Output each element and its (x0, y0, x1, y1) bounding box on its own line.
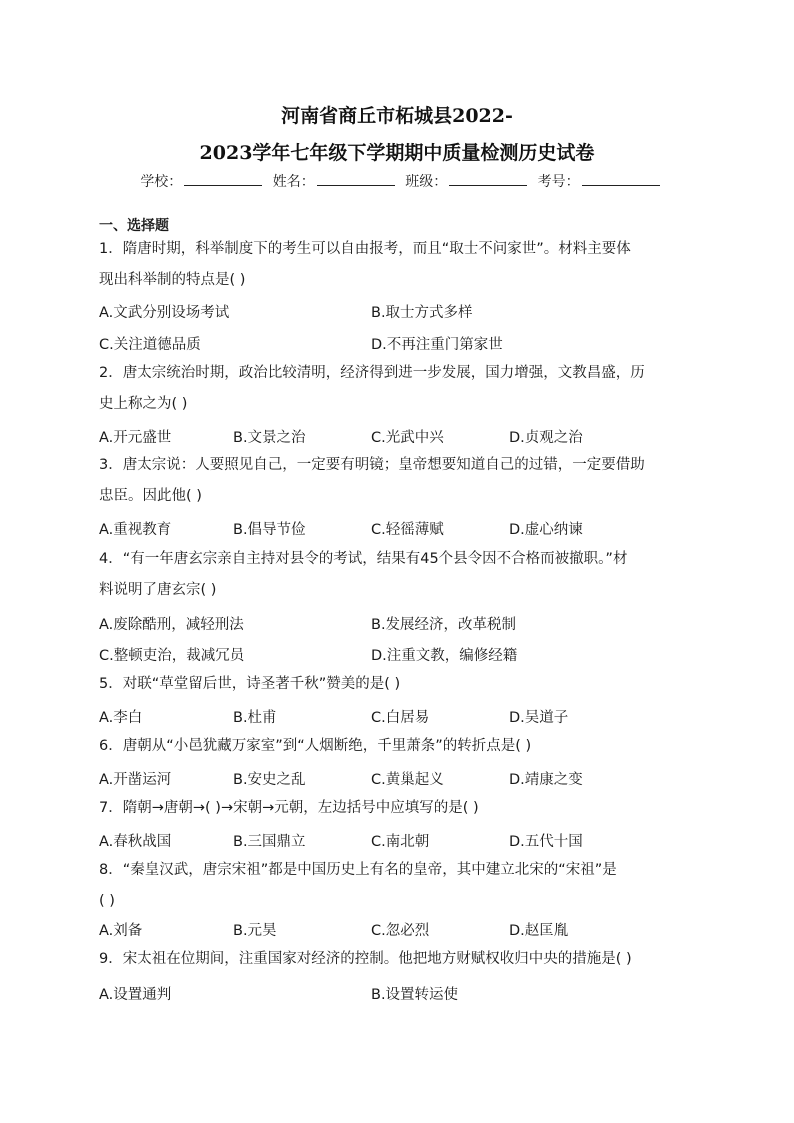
option-b[interactable]: B.设置转运使 (371, 987, 459, 1003)
question-stem-line: 5．对联“草堂留后世，诗圣著千秋”赞美的是( ) (99, 676, 401, 692)
question-stem-line: 7．隋朝→唐朝→( )→宋朝→元朝，左边括号中应填写的是( ) (99, 800, 479, 816)
question-1 (99, 234, 699, 296)
option-b[interactable]: B.元昊 (233, 923, 277, 939)
option-c[interactable]: C.关注道德品质 (99, 337, 201, 353)
school-label: 学校： (140, 174, 183, 190)
question-2 (99, 358, 699, 420)
class-blank[interactable] (449, 173, 527, 186)
option-c[interactable]: C.整顿吏治，裁减冗员 (99, 648, 245, 664)
question-6 (99, 731, 699, 762)
option-c[interactable]: C.南北朝 (371, 834, 430, 850)
option-b[interactable]: B.杜甫 (233, 710, 277, 726)
option-c[interactable]: C.忽必烈 (371, 923, 430, 939)
option-d[interactable]: D.赵匡胤 (509, 923, 569, 939)
question-stem-line: 3．唐太宗说：人要照见自己，一定要有明镜；皇帝想要知道自己的过错，一定要借助 (99, 457, 645, 473)
option-c[interactable]: C.白居易 (371, 710, 430, 726)
question-stem-line: 8．“秦皇汉武，唐宗宋祖”都是中国历史上有名的皇帝，其中建立北宋的“宋祖”是 (99, 862, 617, 878)
question-stem-line: 料说明了唐玄宗( ) (99, 582, 217, 598)
option-d[interactable]: D.贞观之治 (509, 430, 583, 446)
question-4 (99, 544, 699, 606)
question-stem-line: 1．隋唐时期，科举制度下的考生可以自由报考，而且“取士不问家世”。材料主要体 (99, 241, 631, 257)
option-d[interactable]: D.虚心纳谏 (509, 522, 583, 538)
option-b[interactable]: B.文景之治 (233, 430, 306, 446)
question-5 (99, 669, 699, 700)
option-a[interactable]: A.刘备 (99, 923, 143, 939)
option-a[interactable]: A.开元盛世 (99, 430, 172, 446)
option-b[interactable]: B.发展经济，改革税制 (371, 617, 517, 633)
option-a[interactable]: A.李白 (99, 710, 143, 726)
option-d[interactable]: D.不再注重门第家世 (371, 337, 503, 353)
option-c[interactable]: C.轻徭薄赋 (371, 522, 444, 538)
name-blank[interactable] (317, 173, 395, 186)
option-b[interactable]: B.取士方式多样 (371, 305, 473, 321)
question-stem-line: 2．唐太宗统治时期，政治比较清明，经济得到进一步发展，国力增强，文教昌盛，历 (99, 365, 645, 381)
option-a[interactable]: A.设置通判 (99, 987, 172, 1003)
number-blank[interactable] (582, 173, 660, 186)
question-9 (99, 944, 699, 975)
question-stem-line: ( ) (99, 893, 115, 909)
option-c[interactable]: C.光武中兴 (371, 430, 444, 446)
question-stem-line: 6．唐朝从“小邑犹藏万家室”到“人烟断绝，千里萧条”的转折点是( ) (99, 738, 532, 754)
option-b[interactable]: B.三国鼎立 (233, 834, 306, 850)
option-b[interactable]: B.安史之乱 (233, 772, 306, 788)
question-3 (99, 450, 699, 512)
school-blank[interactable] (184, 173, 262, 186)
question-7 (99, 793, 699, 824)
option-a[interactable]: A.春秋战国 (99, 834, 172, 850)
option-a[interactable]: A.文武分别设场考试 (99, 305, 230, 321)
question-stem-line: 史上称之为( ) (99, 396, 188, 412)
question-8 (99, 855, 699, 917)
question-stem-line: 忠臣。因此他( ) (99, 488, 202, 504)
exam-title-line1: 河南省商丘市柘城县2022- (281, 105, 513, 127)
question-stem-line: 现出科举制的特点是( ) (99, 272, 246, 288)
option-a[interactable]: A.开凿运河 (99, 772, 172, 788)
option-a[interactable]: A.重视教育 (99, 522, 172, 538)
option-b[interactable]: B.倡导节俭 (233, 522, 306, 538)
number-label: 考号： (537, 174, 580, 190)
option-d[interactable]: D.五代十国 (509, 834, 583, 850)
option-c[interactable]: C.黄巢起义 (371, 772, 444, 788)
question-stem-line: 4．“有一年唐玄宗亲自主持对县令的考试，结果有45个县令因不合格而被撤职。”材 (99, 551, 628, 567)
question-stem-line: 9．宋太祖在位期间，注重国家对经济的控制。他把地方财赋权收归中央的措施是( ) (99, 951, 632, 967)
option-d[interactable]: D.靖康之变 (509, 772, 583, 788)
option-d[interactable]: D.注重文教，编修经籍 (371, 648, 518, 664)
section-heading: 一、选择题 (99, 218, 169, 234)
class-label: 班级： (405, 174, 448, 190)
option-a[interactable]: A.废除酷刑，减轻刑法 (99, 617, 244, 633)
option-d[interactable]: D.吴道子 (509, 710, 569, 726)
student-info-row (0, 171, 794, 191)
name-label: 姓名： (272, 174, 315, 190)
exam-title-line2: 2023学年七年级下学期期中质量检测历史试卷 (199, 142, 595, 164)
